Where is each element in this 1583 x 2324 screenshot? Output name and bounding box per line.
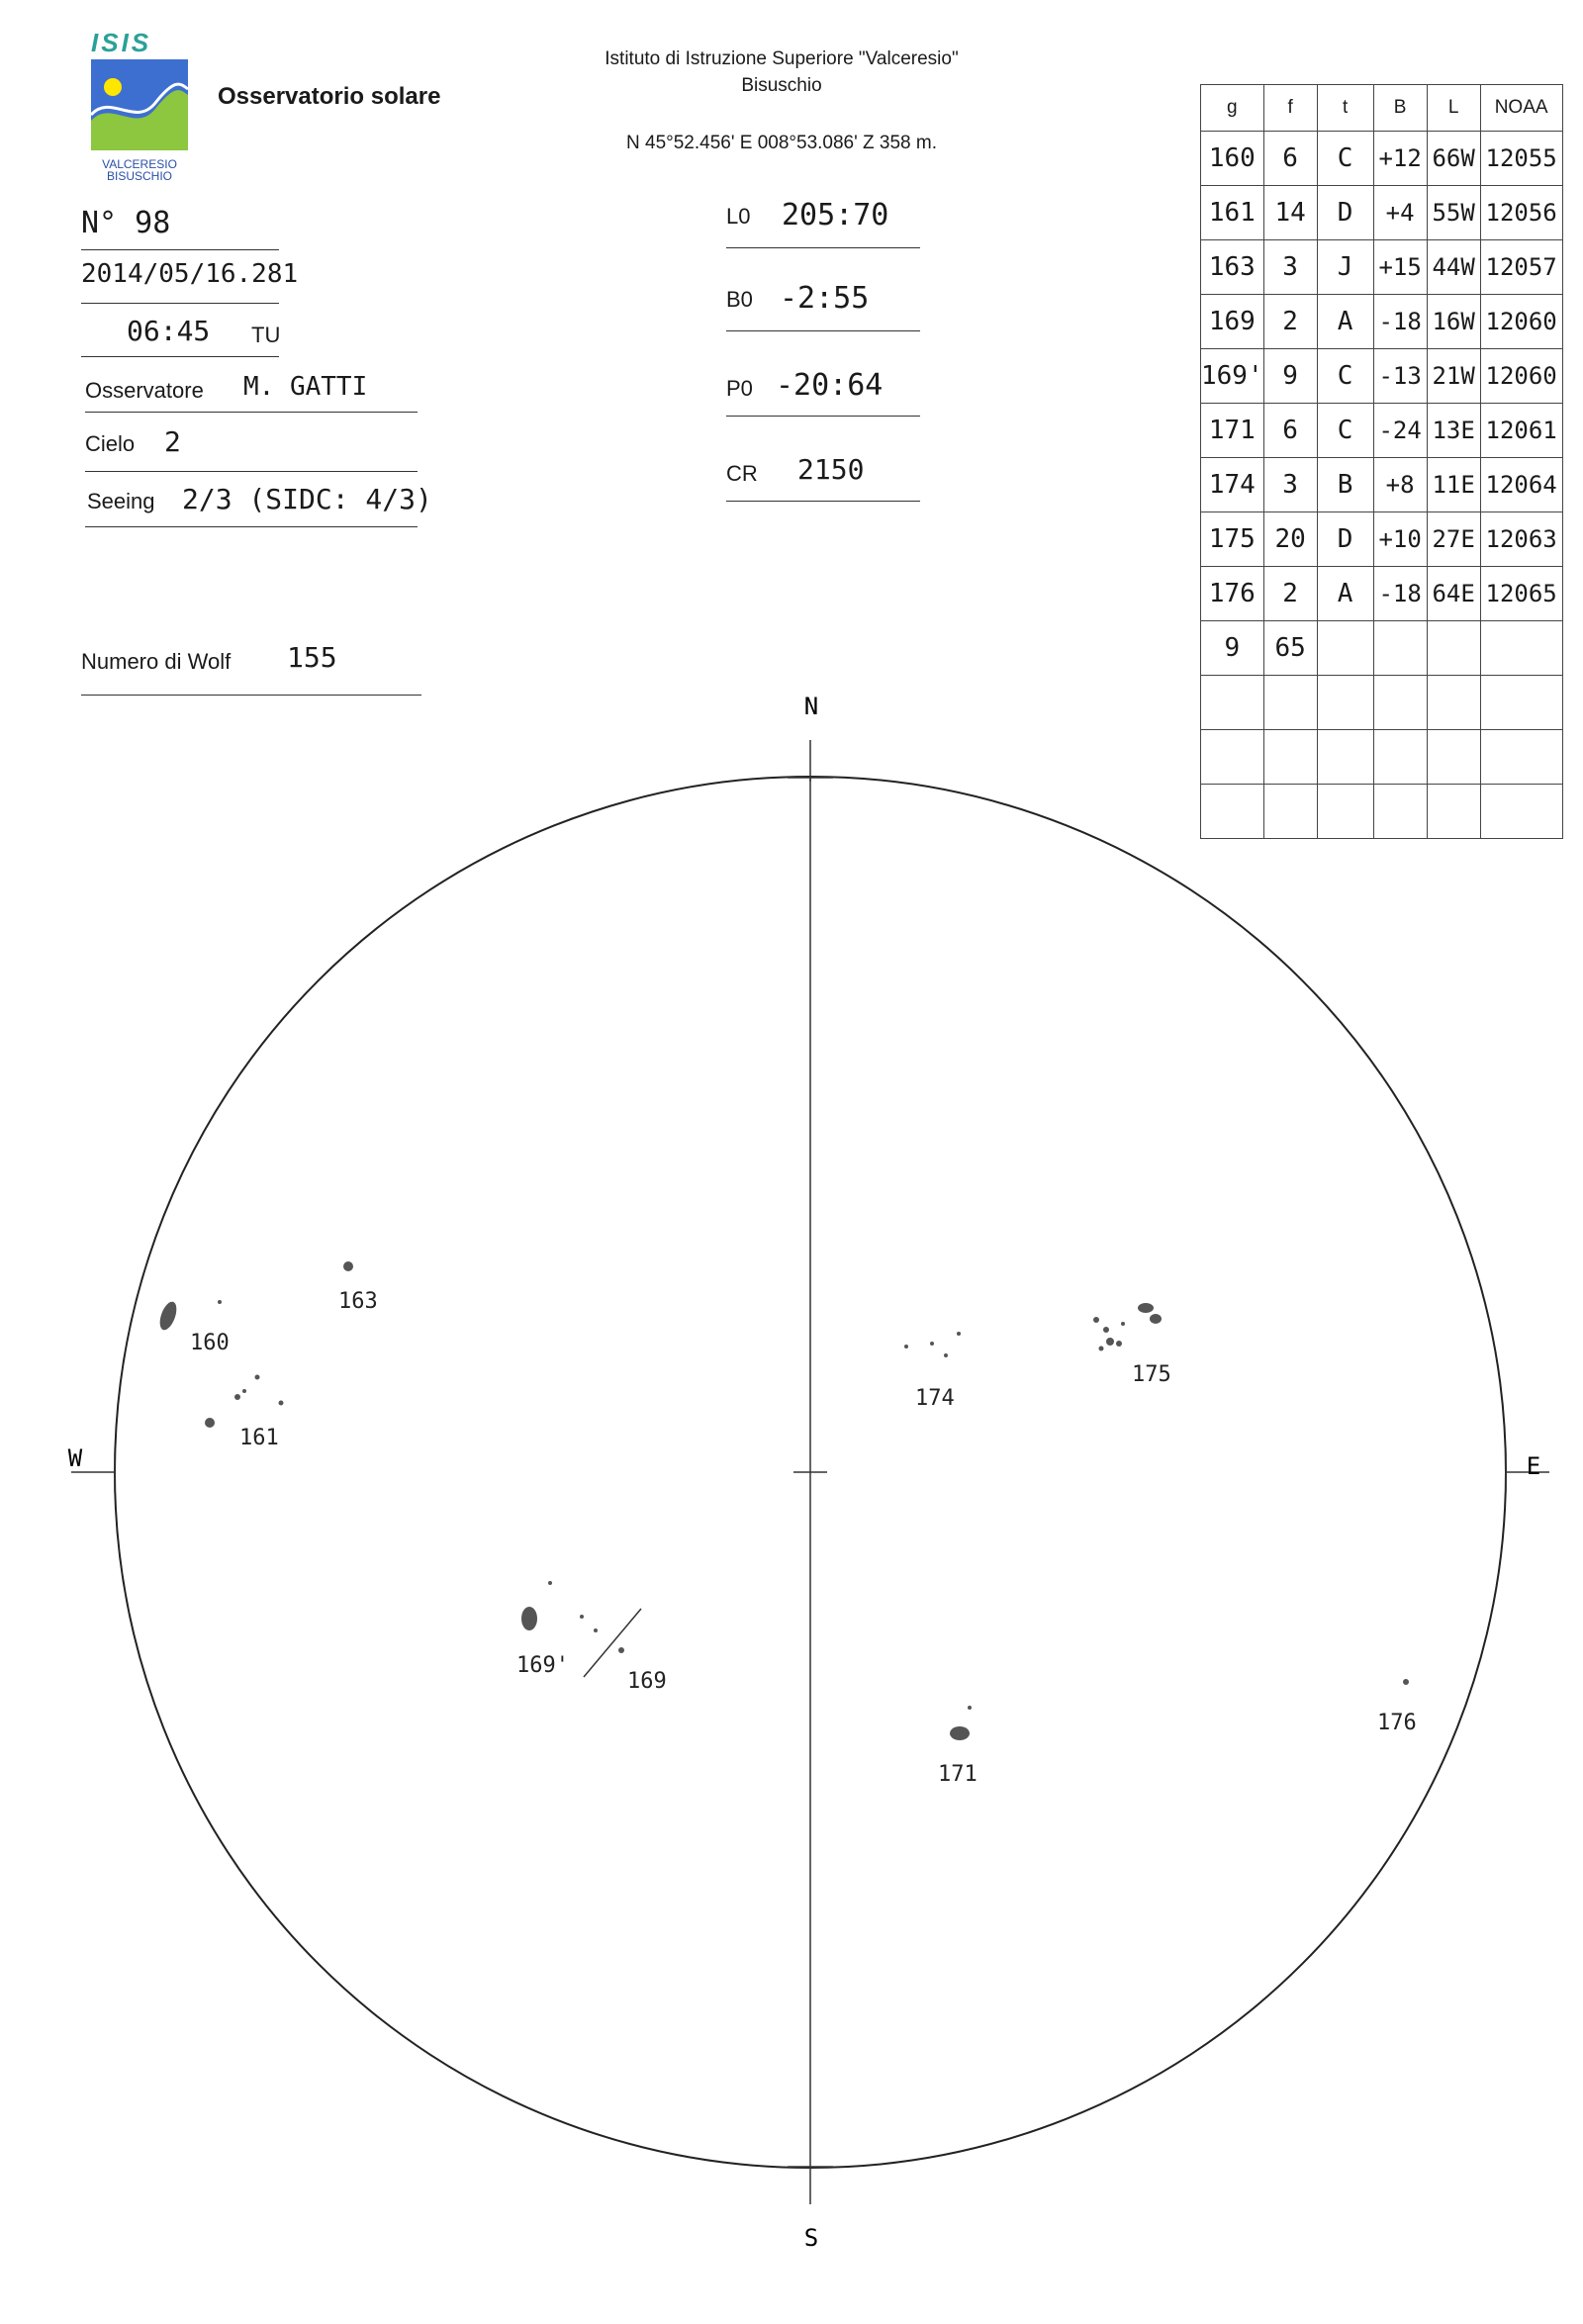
table-cell: +10 — [1373, 512, 1427, 567]
sunspot — [1150, 1314, 1162, 1324]
sunspot — [279, 1401, 284, 1406]
seeing-label: Seeing — [87, 489, 155, 513]
table-cell: 6 — [1263, 404, 1317, 458]
sunspot — [234, 1394, 240, 1400]
sky-value: 2 — [164, 425, 181, 458]
l0-label: L0 — [726, 204, 751, 229]
column-header: t — [1317, 85, 1373, 132]
group-169-separator — [584, 1609, 641, 1677]
table-cell: 27E — [1427, 512, 1480, 567]
column-header: NOAA — [1480, 85, 1562, 132]
table-cell: 2 — [1263, 295, 1317, 349]
west-label: W — [67, 1444, 83, 1472]
table-cell: +4 — [1373, 186, 1427, 240]
column-header: L — [1427, 85, 1480, 132]
sunspot — [242, 1389, 246, 1393]
group-label: 171 — [938, 1762, 978, 1787]
carrington-rotation-value: 2150 — [797, 453, 865, 486]
carrington-rotation-label: CR — [726, 461, 758, 486]
table-cell: -13 — [1373, 349, 1427, 404]
table-cell: 21W — [1427, 349, 1480, 404]
group-label: 176 — [1377, 1711, 1417, 1735]
table-cell: 3 — [1263, 240, 1317, 295]
observatory-title: Osservatorio solare — [218, 83, 441, 110]
sunspot — [618, 1647, 624, 1653]
table-cell: -18 — [1373, 295, 1427, 349]
sunspot — [594, 1628, 598, 1632]
group-label: 163 — [338, 1289, 378, 1314]
sunspot — [950, 1726, 970, 1740]
table-cell: B — [1317, 458, 1373, 512]
table-cell: 169' — [1201, 349, 1264, 404]
table-cell: +12 — [1373, 132, 1427, 186]
table-cell: 6 — [1263, 132, 1317, 186]
sunspot — [968, 1706, 972, 1710]
l0-value: 205:70 — [782, 198, 889, 232]
observation-time: 06:45 — [127, 315, 211, 347]
table-cell: 12057 — [1480, 240, 1562, 295]
table-cell: 12055 — [1480, 132, 1562, 186]
table-cell: C — [1317, 404, 1373, 458]
group-labels — [190, 1289, 1417, 1787]
table-cell: 44W — [1427, 240, 1480, 295]
table-cell: 12060 — [1480, 295, 1562, 349]
sky-label: Cielo — [85, 431, 136, 456]
p0-value: -20:64 — [776, 368, 884, 403]
time-unit: TU — [251, 323, 281, 347]
south-label: S — [803, 2224, 819, 2252]
sunspot — [1093, 1317, 1099, 1323]
p0-label: P0 — [726, 376, 753, 401]
table-cell: -24 — [1373, 404, 1427, 458]
sunspot — [904, 1345, 908, 1348]
sunspot — [343, 1261, 353, 1271]
table-cell: 12061 — [1480, 404, 1562, 458]
table-cell: 55W — [1427, 186, 1480, 240]
table-cell: 9 — [1201, 621, 1264, 676]
table-cell: 163 — [1201, 240, 1264, 295]
north-label: N — [803, 693, 819, 720]
table-cell: 11E — [1427, 458, 1480, 512]
wolf-number-value: 155 — [287, 641, 337, 674]
b0-label: B0 — [726, 287, 753, 312]
logo-text: ISIS — [91, 28, 152, 57]
table-cell: D — [1317, 512, 1373, 567]
sunspot — [944, 1353, 948, 1357]
table-cell: 174 — [1201, 458, 1264, 512]
table-cell: 66W — [1427, 132, 1480, 186]
observer-label: Osservatore — [85, 378, 204, 403]
table-cell: 12063 — [1480, 512, 1562, 567]
observer-value: M. GATTI — [243, 372, 368, 402]
table-cell: 160 — [1201, 132, 1264, 186]
sunspot — [521, 1607, 537, 1630]
table-cell: 12064 — [1480, 458, 1562, 512]
table-cell: 65 — [1263, 621, 1317, 676]
b0-value: -2:55 — [780, 281, 870, 316]
sunspot — [255, 1375, 260, 1380]
table-cell: +15 — [1373, 240, 1427, 295]
table-cell: 20 — [1263, 512, 1317, 567]
group-label: 160 — [190, 1331, 230, 1355]
table-cell: 12060 — [1480, 349, 1562, 404]
sunspot — [548, 1581, 552, 1585]
table-cell: 12056 — [1480, 186, 1562, 240]
table-cell: 169 — [1201, 295, 1264, 349]
column-header: f — [1263, 85, 1317, 132]
sunspot — [1121, 1322, 1125, 1326]
table-cell: 161 — [1201, 186, 1264, 240]
sunspot — [580, 1615, 584, 1619]
table-cell: A — [1317, 567, 1373, 621]
report-number: N° 98 — [81, 206, 171, 240]
table-cell: 171 — [1201, 404, 1264, 458]
table-cell: C — [1317, 349, 1373, 404]
observation-date: 2014/05/16.281 — [81, 259, 299, 289]
sunspot — [205, 1418, 215, 1428]
sunspot — [930, 1342, 934, 1346]
seeing-value: 2/3 (SIDC: 4/3) — [182, 483, 432, 515]
group-label: 169' — [516, 1653, 569, 1678]
sunspots — [156, 1261, 1409, 1740]
table-cell: D — [1317, 186, 1373, 240]
sunspot — [1099, 1347, 1104, 1351]
east-label: E — [1526, 1452, 1541, 1480]
table-cell: -18 — [1373, 567, 1427, 621]
sunspot — [156, 1300, 179, 1333]
logo-subtitle-line2: BISUSCHIO — [106, 169, 172, 183]
wolf-number-label: Numero di Wolf — [81, 649, 232, 674]
table-cell: 12065 — [1480, 567, 1562, 621]
column-header: B — [1373, 85, 1427, 132]
sunspot — [1403, 1679, 1409, 1685]
group-label: 174 — [915, 1386, 955, 1411]
logo-subtitle-line1: VALCERESIO — [102, 157, 177, 171]
table-cell: C — [1317, 132, 1373, 186]
sunspot — [1116, 1341, 1122, 1347]
table-cell: 176 — [1201, 567, 1264, 621]
observatory-coordinates: N 45°52.456' E 008°53.086' Z 358 m. — [626, 133, 937, 153]
institute-name: Istituto di Istruzione Superiore "Valceresio" — [605, 48, 959, 69]
column-header: g — [1201, 85, 1264, 132]
table-cell: 3 — [1263, 458, 1317, 512]
institute-town: Bisuschio — [741, 75, 822, 96]
sunspot — [1103, 1327, 1109, 1333]
sunspot — [218, 1300, 222, 1304]
sunspot — [957, 1332, 961, 1336]
table-cell: 16W — [1427, 295, 1480, 349]
table-cell: +8 — [1373, 458, 1427, 512]
table-cell: A — [1317, 295, 1373, 349]
group-label: 161 — [239, 1426, 279, 1450]
table-cell: 9 — [1263, 349, 1317, 404]
group-label: 175 — [1132, 1362, 1171, 1387]
sunspot — [1138, 1303, 1154, 1313]
table-cell: 64E — [1427, 567, 1480, 621]
table-cell: 14 — [1263, 186, 1317, 240]
table-cell: 175 — [1201, 512, 1264, 567]
table-cell: 2 — [1263, 567, 1317, 621]
sunspot — [1106, 1338, 1114, 1346]
group-label: 169 — [627, 1669, 667, 1694]
table-cell: 13E — [1427, 404, 1480, 458]
table-cell: J — [1317, 240, 1373, 295]
